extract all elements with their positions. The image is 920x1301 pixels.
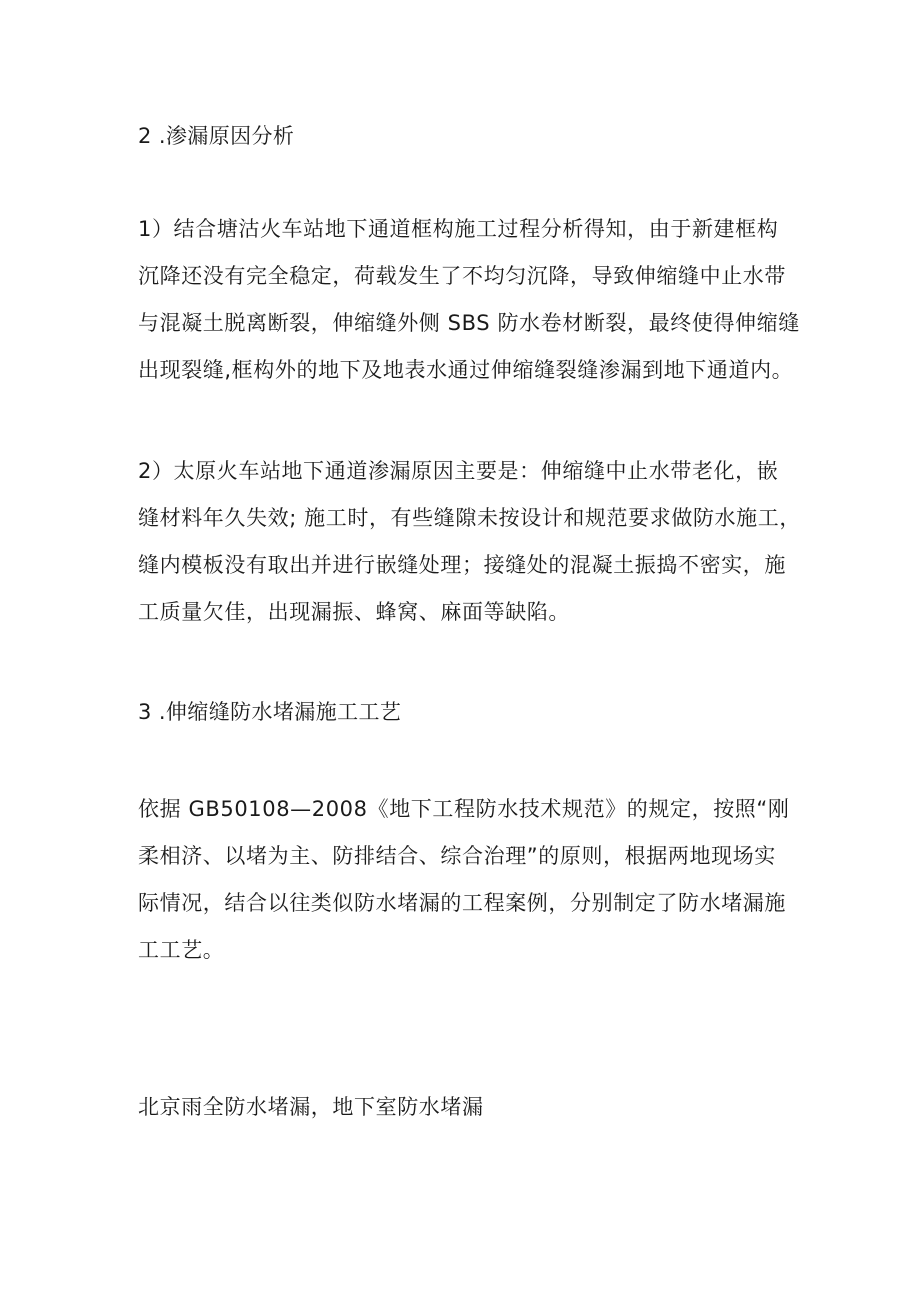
footer-line: 北京雨全防水堵漏，地下室防水堵漏 — [138, 1095, 484, 1119]
section-2-heading: 2 .渗漏原因分析 — [138, 124, 295, 148]
section-2-paragraph-2-line-2: 缝材料年久失效; 施工时，有些缝隙未按设计和规范要求做防水施工， — [138, 506, 801, 530]
section-2-paragraph-1-line-4: 出现裂缝,框构外的地下及地表水通过伸缩缝裂缝渗漏到地下通道内。 — [138, 358, 794, 382]
section-2-paragraph-2-line-3: 缝内模板没有取出并进行嵌缝处理；接缝处的混凝土振捣不密实，施 — [138, 553, 786, 577]
section-3-paragraph-1-line-1: 依据 GB50108—2008《地下工程防水技术规范》的规定，按照“刚 — [138, 797, 790, 821]
section-2-paragraph-2-line-1: 2）太原火车站地下通道渗漏原因主要是：伸缩缝中止水带老化，嵌 — [138, 459, 779, 483]
section-3-heading: 3 .伸缩缝防水堵漏施工工艺 — [138, 700, 402, 724]
section-2-paragraph-1-line-3: 与混凝土脱离断裂，伸缩缝外侧 SBS 防水卷材断裂，最终使得伸缩缝 — [138, 311, 800, 335]
section-2-paragraph-1-line-2: 沉降还没有完全稳定，荷载发生了不均匀沉降，导致伸缩缝中止水带 — [138, 264, 786, 288]
section-3-paragraph-1-line-4: 工工艺。 — [138, 938, 225, 962]
section-3-paragraph-1-line-2: 柔相济、以堵为主、防排结合、综合治理”的原则，根据两地现场实 — [138, 844, 776, 868]
section-2-paragraph-2-line-4: 工质量欠佳，出现漏振、蜂窝、麻面等缺陷。 — [138, 600, 570, 624]
section-3-paragraph-1-line-3: 际情况，结合以往类似防水堵漏的工程案例，分别制定了防水堵漏施 — [138, 891, 786, 915]
section-2-paragraph-1-line-1: 1）结合塘沽火车站地下通道框构施工过程分析得知，由于新建框构 — [138, 217, 779, 241]
